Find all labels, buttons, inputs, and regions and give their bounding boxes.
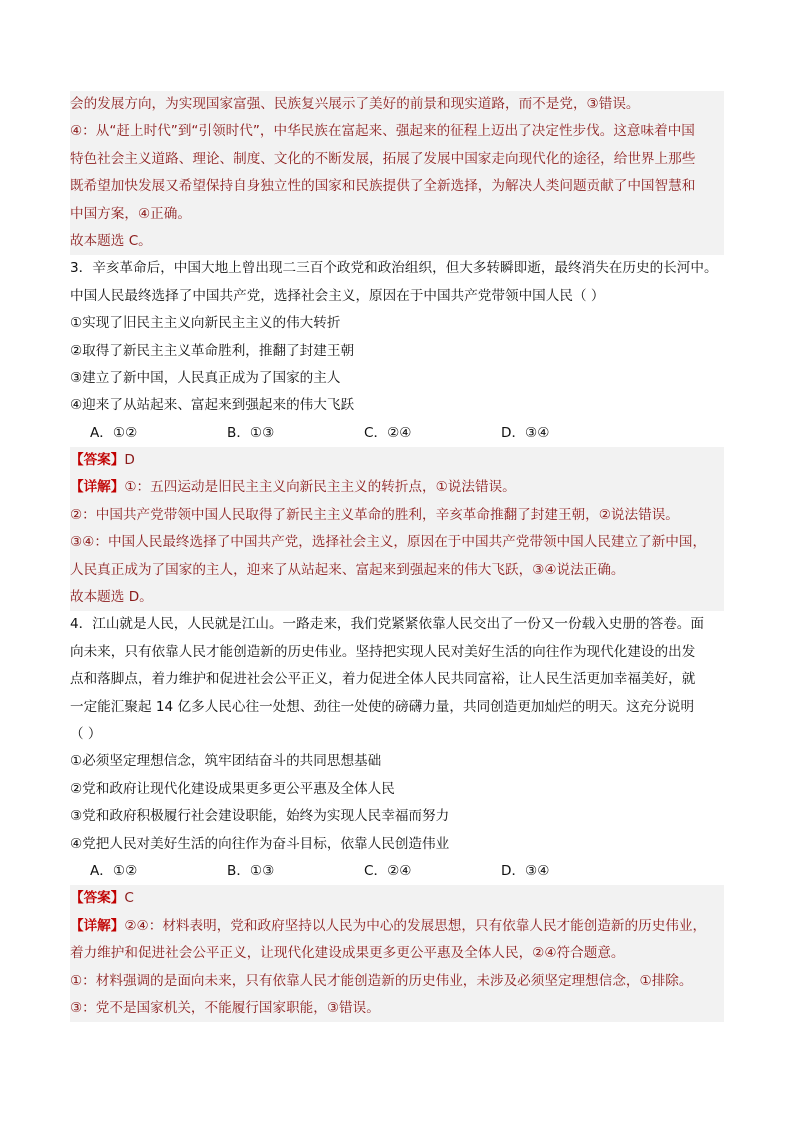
answer-tag: 【答案】 <box>70 890 125 907</box>
q4-stem: 向未来，只有依靠人民才能创造新的历史伟业。坚持把实现人民对美好生活的向往作为现代化建设的出发 <box>70 643 696 660</box>
q2-explanation-line: 会的发展方向，为实现国家富强、民族复兴展示了美好的前景和现实道路，而不是党，③错误。 <box>70 91 724 118</box>
q4-stem: 点和落脚点，着力维护和促进社会公平正义，着力促进全体人民共同富裕，让人民生活更加幸福美好，就 <box>70 671 696 688</box>
q4-stem: 一定能汇聚起 14 亿多人民心往一处想、劲往一处使的磅礴力量，共同创造更加灿烂的明天。这充分说明 <box>70 698 695 715</box>
detail-tag: 【详解】 <box>70 917 125 934</box>
q3-options <box>70 420 724 447</box>
q3-detail-line: ③④：中国人民最终选择了中国共产党，选择社会主义，原因在于中国共产党带领中国人民建立了新中国， <box>70 529 724 556</box>
answer-tag: 【答案】 <box>70 452 125 469</box>
q4-answer <box>70 885 724 912</box>
q3-item: ①实现了旧民主主义向新民主主义的伟大转折 <box>70 315 341 332</box>
q3-answer-value: D <box>124 452 135 469</box>
q4-detail-line: 着力维护和促进社会公平正义，让现代化建设成果更多更公平惠及全体人民，②④符合题意。 <box>70 940 724 967</box>
q3-item: ②取得了新民主主义革命胜利，推翻了封建王朝 <box>70 342 355 359</box>
q3-item: ④迎来了从站起来、富起来到强起来的伟大飞跃 <box>70 397 355 414</box>
q3-option-b: B．①③ <box>227 424 275 441</box>
q4-options <box>70 858 724 885</box>
q4-stem: （ ） <box>70 725 102 742</box>
q3-item: ③建立了新中国，人民真正成为了国家的主人 <box>70 369 341 386</box>
q4-item: ③党和政府积极履行社会建设职能，始终为实现人民幸福而努力 <box>70 808 450 825</box>
q2-explanation-line: 中国方案，④正确。 <box>70 201 724 228</box>
q3-detail-line: 人民真正成为了国家的主人，迎来了从站起来、富起来到强起来的伟大飞跃，③④说法正确。 <box>70 557 724 584</box>
q4-detail-line: ①：材料强调的是面向未来，只有依靠人民才能创造新的历史伟业，未涉及必须坚定理想信念，①排除。 <box>70 968 724 995</box>
q4-detail-text: ②④：材料表明，党和政府坚持以人民为中心的发展思想，只有依靠人民才能创造新的历史伟业， <box>124 917 707 934</box>
q2-explanation-line: 特色社会主义道路、理论、制度、文化的不断发展，拓展了发展中国家走向现代化的途径，给世界上那些 <box>70 146 724 173</box>
page-content <box>70 91 724 1022</box>
q2-conclusion: 故本题选 C。 <box>70 228 724 255</box>
q4-item: ④党把人民对美好生活的向往作为奋斗目标，依靠人民创造伟业 <box>70 835 450 852</box>
q3-stem: 3．辛亥革命后，中国大地上曾出现二三百个政党和政治组织，但大多转瞬即逝，最终消失在历史的长河中。 <box>70 260 718 277</box>
q4-option-c: C．②④ <box>364 862 412 879</box>
q3-detail-line: ②：中国共产党带领中国人民取得了新民主主义革命的胜利，辛亥革命推翻了封建王朝，②说法错误。 <box>70 502 724 529</box>
q4-option-b: B．①③ <box>227 862 275 879</box>
q4-answer-value: C <box>124 890 134 907</box>
q3-detail-text: ①：五四运动是旧民主主义向新民主主义的转折点，①说法错误。 <box>124 479 516 496</box>
q3-option-d: D．③④ <box>501 424 550 441</box>
q4-stem: 4．江山就是人民，人民就是江山。一路走来，我们党紧紧依靠人民交出了一份又一份载入史册的答卷。面 <box>70 616 704 633</box>
q4-detail-line <box>70 913 724 940</box>
q4-detail-line: ③：党不是国家机关，不能履行国家职能，③错误。 <box>70 995 724 1022</box>
q3-conclusion: 故本题选 D。 <box>70 584 724 611</box>
q4-item: ②党和政府让现代化建设成果更多更公平惠及全体人民 <box>70 780 395 797</box>
q4-option-d: D．③④ <box>501 862 550 879</box>
q2-explanation-line: 既希望加快发展又希望保持自身独立性的国家和民族提供了全新选择，为解决人类问题贡献了中国智慧和 <box>70 173 724 200</box>
q4-option-a: A．①② <box>90 862 138 879</box>
q3-answer <box>70 447 724 474</box>
detail-tag: 【详解】 <box>70 479 125 496</box>
q4-item: ①必须坚定理想信念，筑牢团结奋斗的共同思想基础 <box>70 753 382 770</box>
q3-option-c: C．②④ <box>364 424 412 441</box>
q3-stem: 中国人民最终选择了中国共产党，选择社会主义，原因在于中国共产党带领中国人民（ ） <box>70 287 605 304</box>
q3-detail-line <box>70 474 724 501</box>
q2-explanation-line: ④：从“赶上时代”到“引领时代”，中华民族在富起来、强起来的征程上迈出了决定性步伐。这意味着中国 <box>70 118 724 145</box>
q3-option-a: A．①② <box>90 424 138 441</box>
